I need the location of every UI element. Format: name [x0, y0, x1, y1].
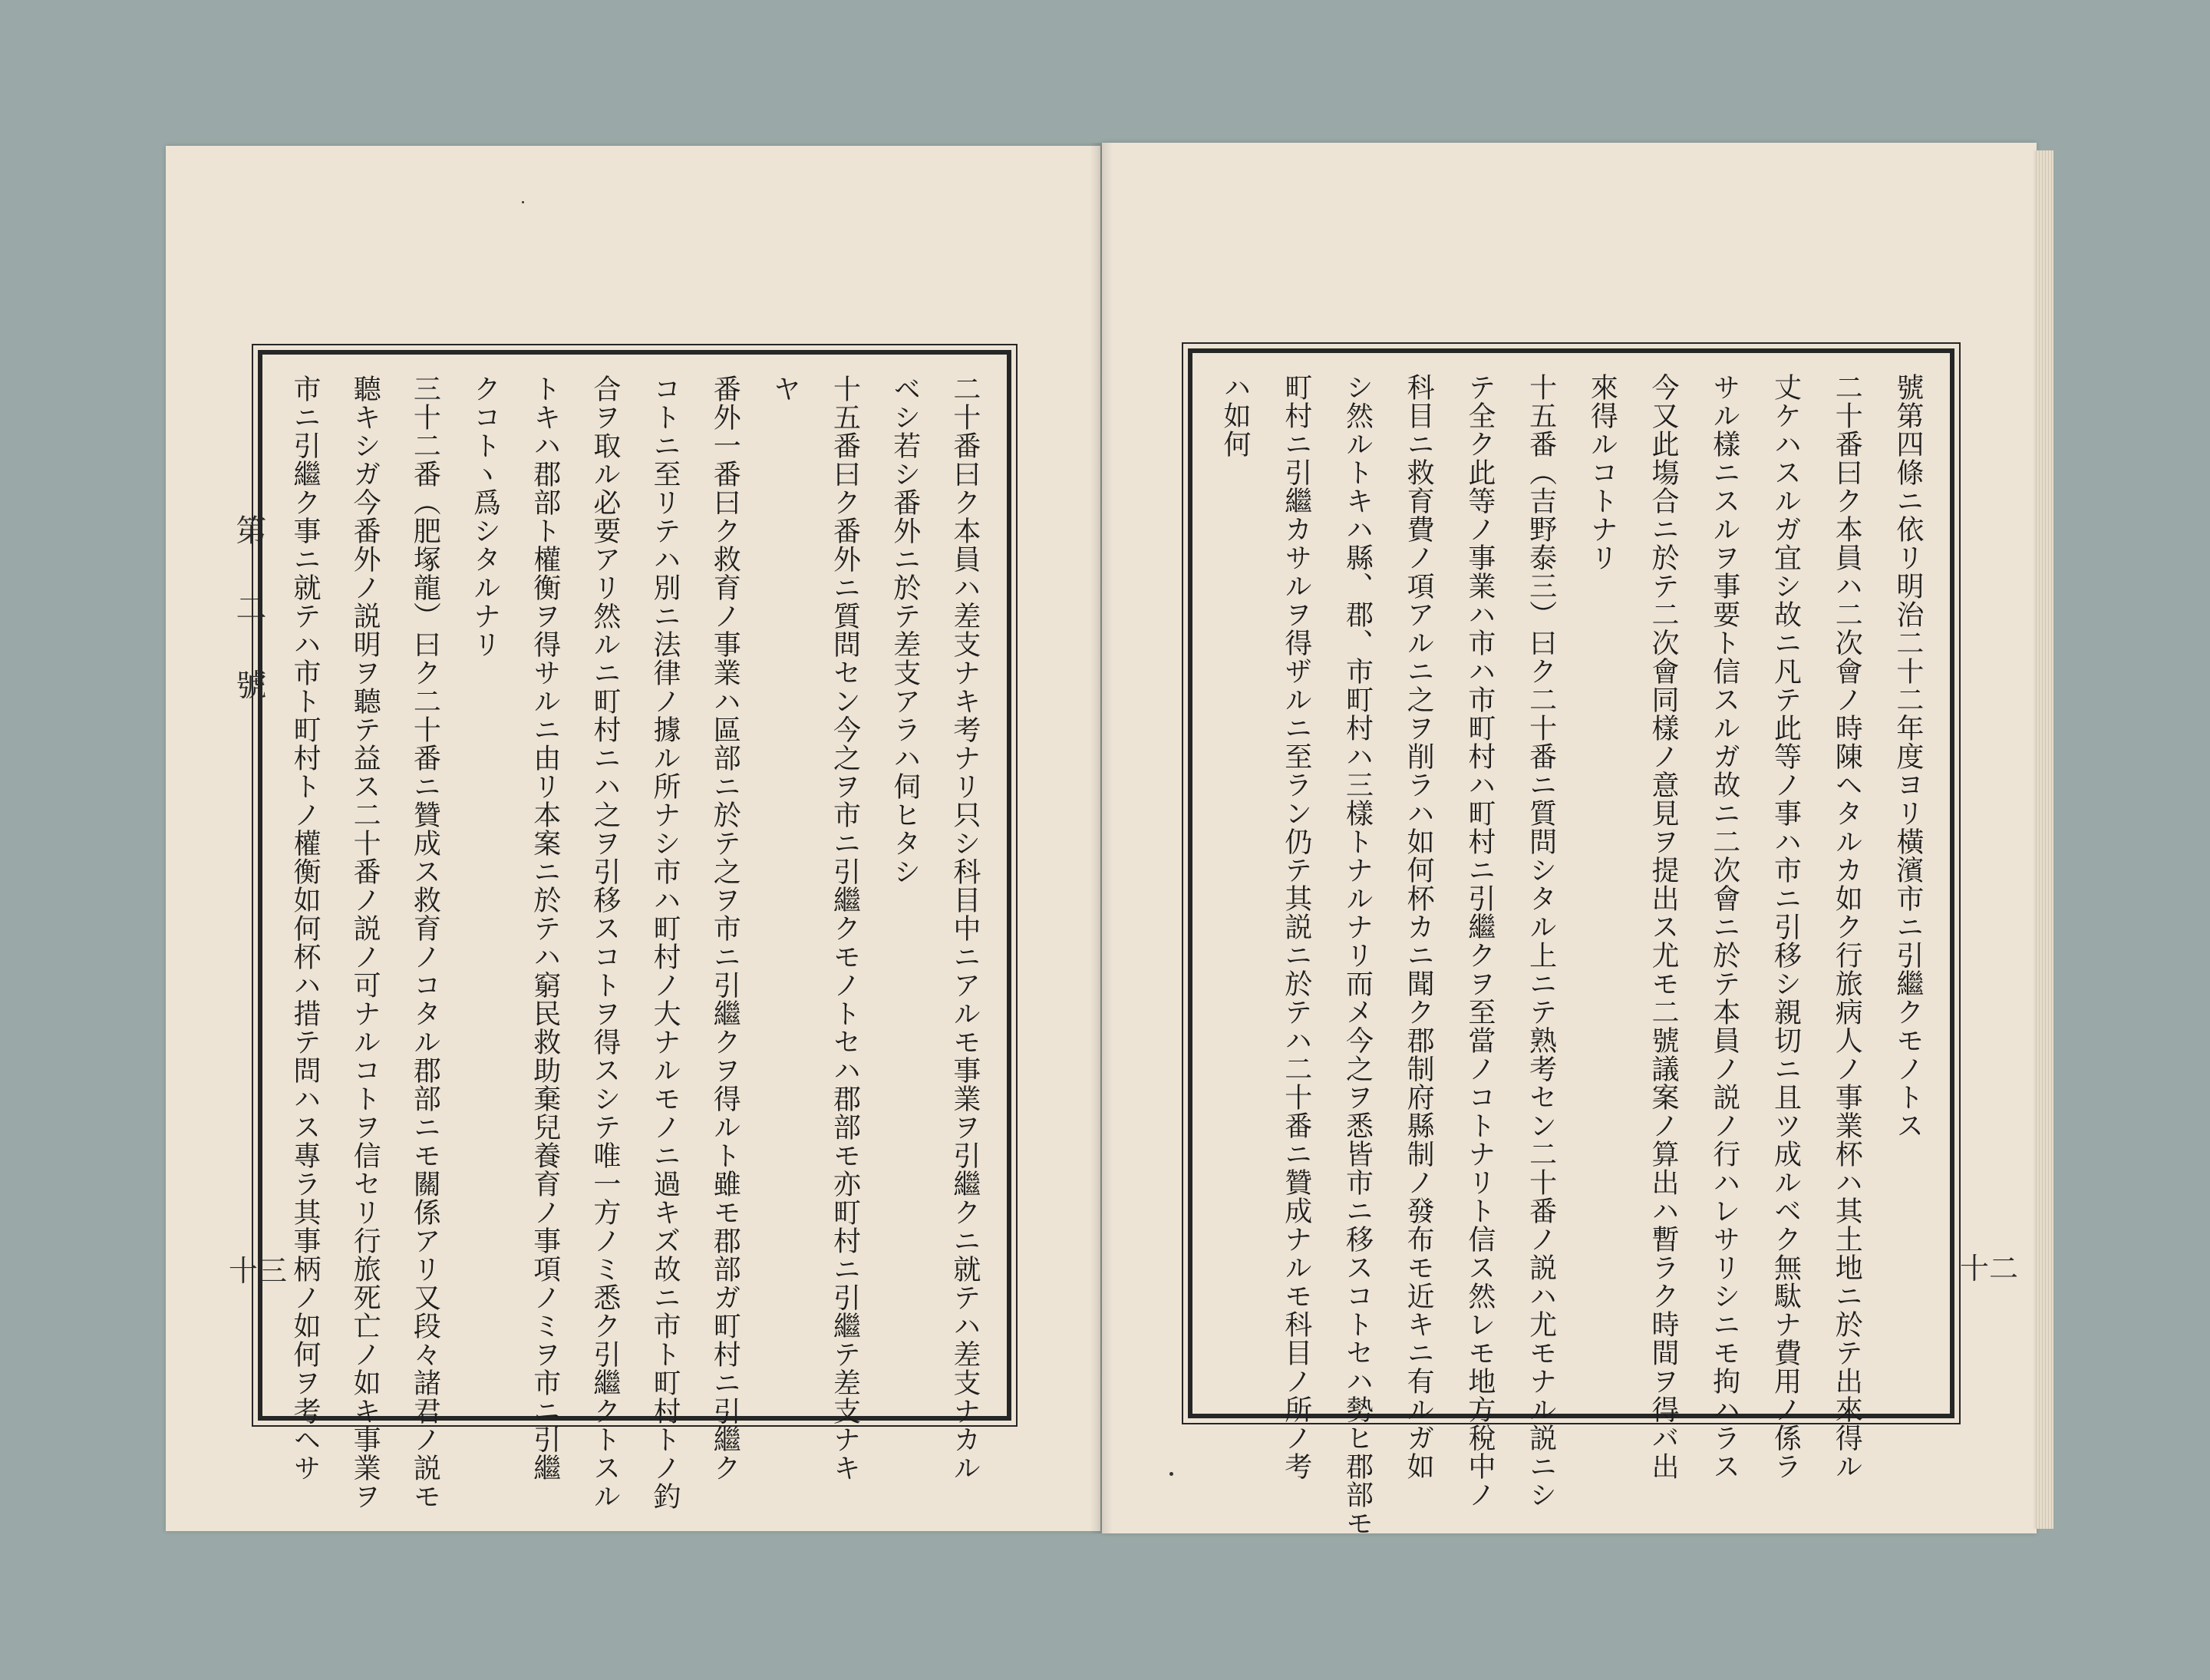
text-column: 合ヲ取ル必要アリ然ルニ町村ニハ之ヲ引移スコトヲ得スシテ唯一方ノミ悉ク引繼クトスル: [589, 375, 621, 1510]
book-gutter: [1090, 143, 1113, 1533]
text-column: 聽キシガ今番外ノ説明ヲ聽テ益ス二十番ノ説ノ可ナルコトヲ信セリ行旅死亡ノ如キ事業ヲ: [349, 375, 381, 1510]
text-column: 番外一番曰ク救育ノ事業ハ區部ニ於テ之ヲ市ニ引繼クヲ得ルト雖モ郡部ガ町村ニ引繼ク: [709, 375, 741, 1482]
ink-speck: [1169, 1472, 1173, 1476]
text-column: 來得ルコトナリ: [1586, 373, 1618, 572]
text-column: クコトヽ爲シタルナリ: [469, 375, 501, 658]
text-column: 科目ニ救育費ノ項アルニ之ヲ削ラハ如何杯カニ聞ク郡制府縣制ノ發布モ近キニ有ルガ如: [1403, 373, 1435, 1480]
text-column: 十五番（吉野泰三）曰ク二十番ニ質問シタル上ニテ熟考セン二十番ノ説ハ尤モナル説ニシ: [1525, 373, 1557, 1509]
text-column: 三十二番（肥塚龍）曰ク二十番ニ贊成ス救育ノコタル郡部ニモ關係アリ又段々諸君ノ説モ: [409, 375, 441, 1510]
text-column: 町村ニ引繼カサルヲ得ザルニ至ラン仍テ其説ニ於テハ二十番ニ贊成ナルモ科目ノ所ノ考: [1280, 373, 1312, 1480]
page-edges: [2034, 150, 2053, 1529]
page-number-right: 十二: [1960, 1252, 2019, 1286]
text-column: 號第四條ニ依リ明治二十二年度ヨリ橫濱市ニ引繼クモノトス: [1892, 373, 1924, 1140]
right-text-frame: [1188, 348, 1954, 1537]
text-column: サル樣ニスルヲ事要ト信スルガ故ニ二次會ニ於テ本員ノ説ノ行ハレサリシニモ拘ハラス: [1708, 373, 1740, 1480]
issue-label: 第 二 號: [231, 514, 266, 718]
text-column: 丈ケハスルガ宜シ故ニ凡テ此等ノ事ハ市ニ引移シ親切ニ且ツ成ルベク無駄ナ費用ノ係ラ: [1770, 373, 1802, 1480]
text-column: テ全ク此等ノ事業ハ市ハ市町村ハ町村ニ引繼クヲ至當ノコトナリト信ス然レモ地方稅中ノ: [1463, 373, 1496, 1509]
text-column: 二十番曰ク本員ハ差支ナキ考ナリ只シ科目中ニアルモ事業ヲ引繼クニ就テハ差支ナカル: [948, 375, 981, 1482]
text-column: トキハ郡部ト權衡ヲ得サルニ由リ本案ニ於テハ窮民救助棄兒養育ノ事項ノミヲ市ニ引繼: [529, 375, 561, 1482]
page-number-left: 十三: [229, 1254, 288, 1288]
text-column: 十五番曰ク番外ニ質問セン今之ヲ市ニ引繼クモノトセハ郡部モ亦町村ニ引繼テ差支ナキ: [829, 375, 861, 1482]
text-column: 市ニ引繼ク事ニ就テハ市ト町村トノ權衡如何杯ハ措テ問ハス專ラ其事柄ノ如何ヲ考ヘサ: [289, 375, 321, 1482]
text-column: 今又此塲合ニ於テ二次會同樣ノ意見ヲ提出ス尤モ二號議案ノ算出ハ暫ラク時間ヲ得バ出: [1648, 373, 1680, 1480]
text-column: ベシ若シ番外ニ於テ差支アラハ伺ヒタシ: [889, 375, 921, 886]
left-text-frame: [258, 350, 1011, 1510]
ink-speck: [522, 201, 524, 203]
text-column: シ然ルトキハ縣、郡、市町村ハ三樣トナルナリ而メ今之ヲ悉皆市ニ移スコトセハ勢ヒ郡部モ: [1341, 373, 1374, 1537]
text-column: ヤ: [769, 375, 801, 403]
text-column: 二十番曰ク本員ハ二次會ノ時陳ヘタルカ如ク行旅病人ノ事業杯ハ其土地ニ於テ出來得ル: [1831, 373, 1863, 1480]
text-column: ハ如何: [1219, 373, 1251, 458]
text-column: コトニ至リテハ別ニ法律ノ據ル所ナシ市ハ町村ノ大ナルモノニ過キズ故ニ市ト町村トノ釣: [649, 375, 681, 1510]
